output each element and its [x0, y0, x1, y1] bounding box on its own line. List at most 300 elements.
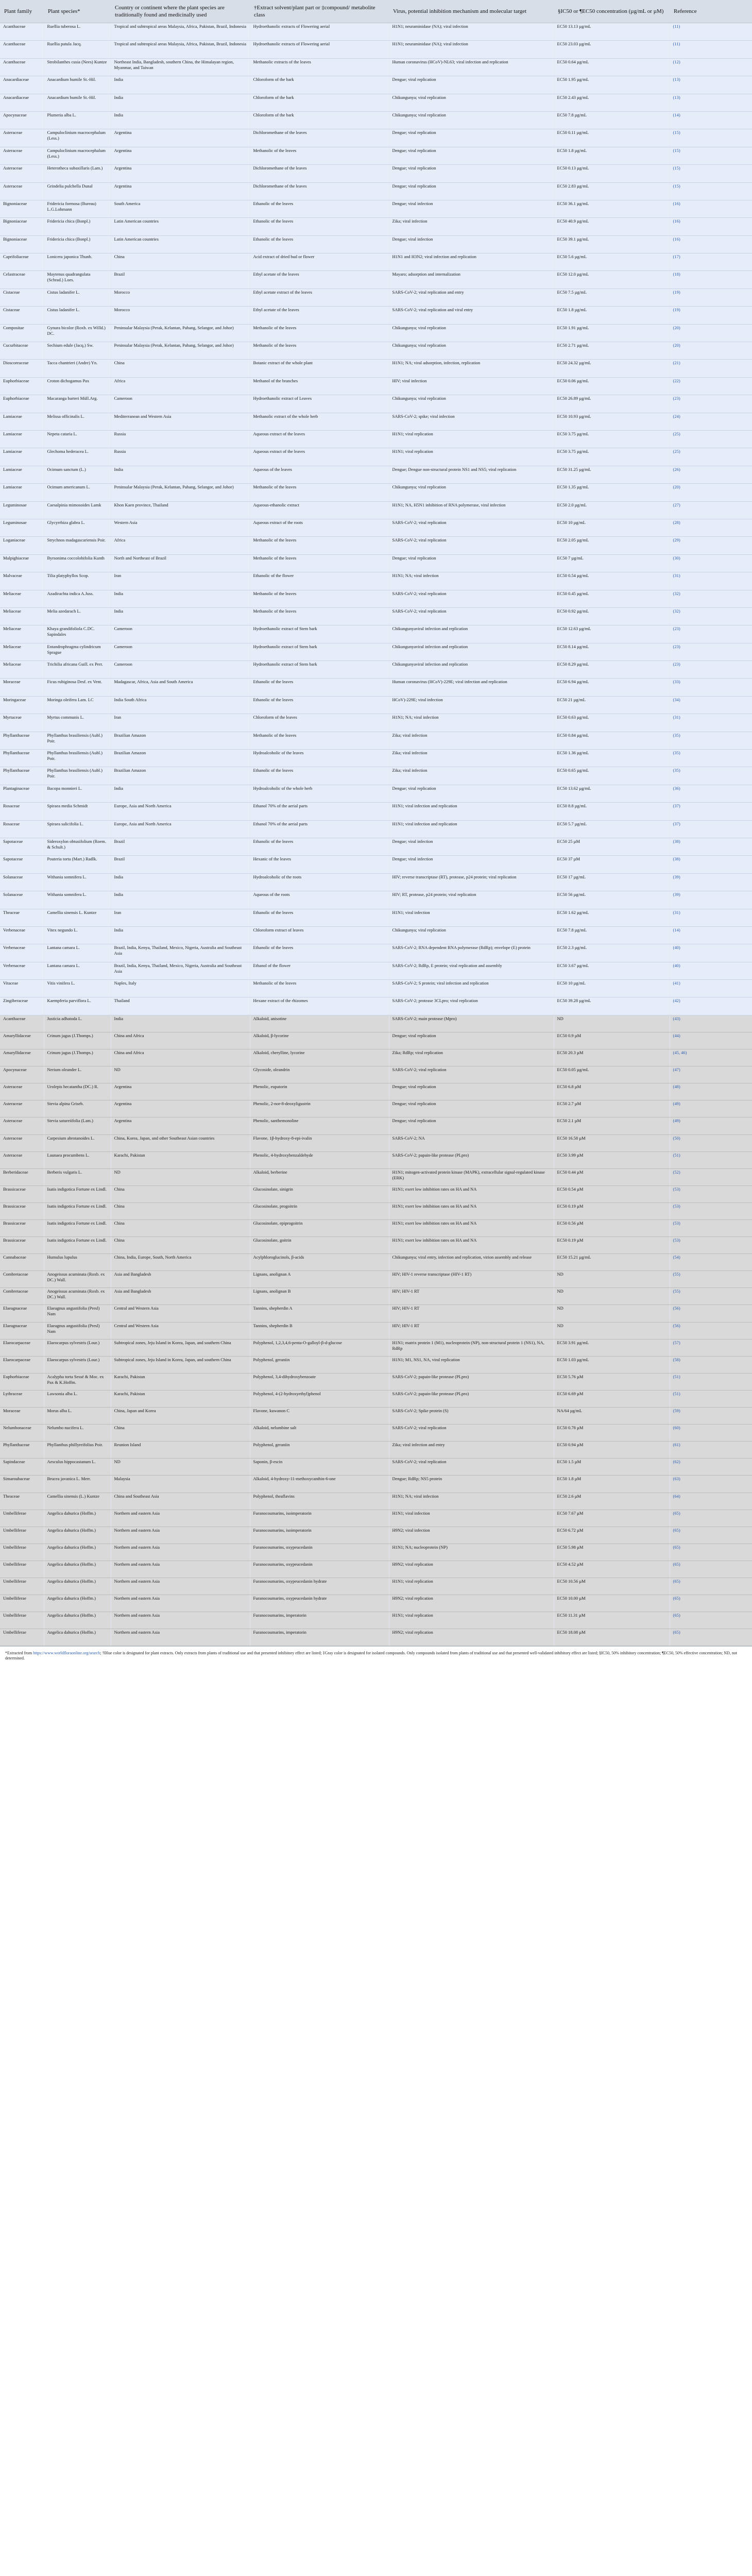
cell-concentration: EC50 0.45 µg/mL — [554, 590, 670, 607]
cell-concentration: EC50 0.13 µg/mL — [554, 165, 670, 182]
cell-virus-mechanism: Zika; RdRp; viral replication — [389, 1049, 554, 1066]
cell-virus-mechanism: Zika; viral infection — [389, 732, 554, 749]
cell-reference[interactable]: (52) — [670, 1168, 752, 1185]
cell-reference[interactable]: (20) — [670, 324, 752, 342]
cell-reference[interactable]: (15) — [670, 129, 752, 147]
cell-reference[interactable]: (59) — [670, 1408, 752, 1425]
cell-reference[interactable]: (23) — [670, 643, 752, 660]
cell-reference[interactable]: (38) — [670, 856, 752, 873]
cell-reference[interactable]: (24) — [670, 413, 752, 430]
cell-concentration: EC50 3.67 µg/mL — [554, 962, 670, 979]
cell-reference[interactable]: (62) — [670, 1459, 752, 1476]
cell-reference[interactable]: (53) — [670, 1202, 752, 1219]
cell-reference[interactable]: (47) — [670, 1066, 752, 1083]
compound-row — [0, 1049, 752, 1066]
cell-reference[interactable]: (21) — [670, 360, 752, 377]
cell-plant-species: Cistus ladanifer L. — [44, 307, 111, 324]
cell-extract: Chloroform of the bark — [250, 76, 389, 94]
cell-reference[interactable]: (35) — [670, 750, 752, 767]
cell-reference[interactable]: (27) — [670, 501, 752, 519]
cell-virus-mechanism: SARS-CoV-2; viral replication and viral entry — [389, 307, 554, 324]
cell-plant-species: Phyllanthus brasiliensis (Aubl.) Poir. — [44, 750, 111, 767]
cell-country: Brazilian Amazon — [111, 750, 250, 767]
cell-reference[interactable]: (31) — [670, 572, 752, 590]
cell-country: India — [111, 76, 250, 94]
cell-country: India — [111, 590, 250, 607]
cell-reference[interactable]: (44) — [670, 1032, 752, 1049]
cell-country: India — [111, 926, 250, 944]
cell-concentration: EC50 11.31 µM — [554, 1612, 670, 1629]
cell-country: Khon Kaen province, Thailand — [111, 501, 250, 519]
compound-row — [0, 1168, 752, 1185]
cell-reference[interactable]: (23) — [670, 395, 752, 413]
cell-reference[interactable]: (51) — [670, 1373, 752, 1390]
cell-plant-family: Plantaginaceae — [0, 785, 44, 802]
cell-reference[interactable]: (36) — [670, 785, 752, 802]
cell-virus-mechanism: Chikungunya; viral replication — [389, 395, 554, 413]
cell-plant-species: Entandrophragma cylindricum Sprague — [44, 643, 111, 660]
cell-virus-mechanism: HIV; HIV-1 RT — [389, 1322, 554, 1339]
cell-virus-mechanism: Human coronavirus (HCoV)-229E; viral infection and replication — [389, 679, 554, 696]
cell-extract: Hexane extract of the rhizomes — [250, 997, 389, 1015]
cell-concentration: EC50 5.98 µM — [554, 1544, 670, 1561]
cell-virus-mechanism: Dengue; viral replication — [389, 1117, 554, 1134]
cell-plant-species: Angelica dahurica (Hoffm.) — [44, 1612, 111, 1629]
cell-plant-species: Brucea javanica L. Merr. — [44, 1476, 111, 1493]
cell-country: Latin American countries — [111, 218, 250, 235]
cell-concentration: EC50 15.21 µg/mL — [554, 1254, 670, 1271]
cell-plant-family: Amaryllidaceae — [0, 1049, 44, 1066]
cell-extract: Ethanolic of the leaves — [250, 767, 389, 785]
cell-country: India — [111, 607, 250, 625]
cell-reference[interactable]: (55) — [670, 1288, 752, 1305]
cell-reference[interactable]: (33) — [670, 679, 752, 696]
cell-extract: Methanolic of the leaves — [250, 147, 389, 164]
cell-extract: Ethyl acetate of the leaves — [250, 307, 389, 324]
cell-reference[interactable]: (65) — [670, 1595, 752, 1612]
cell-country: Europe, Asia and North America — [111, 803, 250, 820]
compound-row — [0, 1134, 752, 1151]
cell-reference[interactable]: (31) — [670, 909, 752, 926]
cell-plant-family: Moringaceae — [0, 696, 44, 714]
cell-plant-species: Cistus ladanifer L. — [44, 289, 111, 306]
cell-reference[interactable]: (63) — [670, 1476, 752, 1493]
cell-plant-species: Croton dichogamus Pax — [44, 377, 111, 395]
cell-reference[interactable]: (43) — [670, 1015, 752, 1032]
cell-plant-species: Elaeagnus angustifolia (Presl) Nam — [44, 1305, 111, 1322]
cell-reference[interactable]: (51) — [670, 1151, 752, 1168]
cell-reference[interactable]: (53) — [670, 1185, 752, 1202]
cell-extract: Methanolic of the leaves — [250, 980, 389, 997]
cell-plant-species: Ruellia tuberosa L. — [44, 23, 111, 41]
compound-row — [0, 1220, 752, 1237]
cell-reference[interactable]: (49) — [670, 1117, 752, 1134]
footnote-link[interactable]: https://www.worldfloraonline.org/search — [33, 1651, 100, 1656]
cell-reference[interactable]: (28) — [670, 519, 752, 536]
cell-concentration: EC50 2.3 µg/mL — [554, 944, 670, 962]
cell-extract: Methanolic of the leaves — [250, 590, 389, 607]
cell-concentration: EC50 3.75 µg/mL — [554, 448, 670, 466]
cell-concentration: EC50 10 µg/mL — [554, 980, 670, 997]
cell-concentration: EC50 12.0 µg/mL — [554, 271, 670, 289]
cell-reference[interactable]: (30) — [670, 554, 752, 572]
header-virus-mechanism: Virus, potential inhibition mechanism and molecular target — [389, 0, 554, 23]
cell-extract: Lignans, anolignan A — [250, 1271, 389, 1288]
cell-extract: Tannins, shepherdin B — [250, 1322, 389, 1339]
cell-virus-mechanism: H1N1; exert low inhibition rates on HA and NA — [389, 1237, 554, 1254]
cell-reference[interactable]: (58) — [670, 1356, 752, 1373]
cell-reference[interactable]: (55) — [670, 1271, 752, 1288]
cell-concentration: EC50 7.8 µg/mL — [554, 111, 670, 129]
extract-row — [0, 324, 752, 342]
cell-reference[interactable]: (11) — [670, 41, 752, 58]
cell-concentration: NA/64 µg/mL — [554, 1408, 670, 1425]
cell-country: Northern and eastern Asia — [111, 1544, 250, 1561]
cell-extract: Polyphenol, theaflavins — [250, 1493, 389, 1510]
cell-reference[interactable]: (39) — [670, 873, 752, 891]
cell-concentration: EC50 37 µM — [554, 856, 670, 873]
cell-extract: Furanocoumarins, imperatorin — [250, 1612, 389, 1629]
cell-reference[interactable]: (11) — [670, 23, 752, 41]
cell-reference[interactable]: (16) — [670, 235, 752, 253]
cell-extract: Hydroethanolic extract of Leaves — [250, 395, 389, 413]
extract-row — [0, 803, 752, 820]
cell-reference[interactable]: (14) — [670, 111, 752, 129]
cell-reference[interactable]: (15) — [670, 182, 752, 200]
cell-country: Tropical and subtropical areas Malaysia, Africa, Pakistan, Brazil, Indonesia — [111, 23, 250, 41]
table-footnote — [0, 1646, 752, 1663]
cell-concentration: EC50 0.9 µM — [554, 1032, 670, 1049]
cell-reference[interactable]: (18) — [670, 271, 752, 289]
cell-reference[interactable]: (65) — [670, 1544, 752, 1561]
cell-reference[interactable]: (42) — [670, 997, 752, 1015]
cell-reference[interactable]: (20) — [670, 342, 752, 360]
cell-reference[interactable]: (13) — [670, 76, 752, 94]
cell-reference[interactable]: (35) — [670, 732, 752, 749]
cell-extract: Chloroform extract of leaves — [250, 926, 389, 944]
cell-concentration: EC50 1.03 µg/mL — [554, 1356, 670, 1373]
cell-reference[interactable]: (48) — [670, 1083, 752, 1100]
cell-virus-mechanism: H1N1; viral replication — [389, 430, 554, 448]
cell-country: Karachi, Pakistan — [111, 1373, 250, 1390]
compound-row — [0, 1612, 752, 1629]
cell-extract: Ethanolic of the leaves — [250, 218, 389, 235]
cell-virus-mechanism: H1N1; viral replication — [389, 448, 554, 466]
cell-extract: Hydroalcoholic of the roots — [250, 873, 389, 891]
cell-concentration: EC50 23.03 µg/mL — [554, 41, 670, 58]
cell-extract: Chloroform of the bark — [250, 111, 389, 129]
cell-plant-species: Isatis indigotica Fortune ex Lindl. — [44, 1185, 111, 1202]
cell-extract: Dichloromethane of the leaves — [250, 182, 389, 200]
cell-concentration: EC50 0.19 µM — [554, 1202, 670, 1219]
cell-plant-family: Sapotaceae — [0, 838, 44, 855]
cell-country: India — [111, 466, 250, 483]
cell-reference[interactable]: (54) — [670, 1254, 752, 1271]
cell-plant-family: Lamiaceae — [0, 466, 44, 483]
cell-plant-species: Ficus rubiginosa Desf. ex Vent. — [44, 679, 111, 696]
cell-reference[interactable]: (19) — [670, 307, 752, 324]
cell-reference[interactable]: (56) — [670, 1305, 752, 1322]
cell-country: ND — [111, 1066, 250, 1083]
cell-plant-family: Phyllanthaceae — [0, 750, 44, 767]
cell-reference[interactable]: (65) — [670, 1578, 752, 1595]
cell-reference[interactable]: (57) — [670, 1339, 752, 1356]
extract-row — [0, 58, 752, 76]
extract-row — [0, 413, 752, 430]
cell-country: Argentina — [111, 1083, 250, 1100]
cell-reference[interactable]: (49) — [670, 1100, 752, 1117]
cell-reference[interactable]: (29) — [670, 537, 752, 554]
compound-row — [0, 1117, 752, 1134]
cell-reference[interactable]: (19) — [670, 289, 752, 306]
cell-reference[interactable]: (65) — [670, 1510, 752, 1527]
cell-plant-species: Trichilia africana Guill. ex Perr. — [44, 661, 111, 679]
cell-reference[interactable]: (40) — [670, 944, 752, 962]
cell-extract: Aqueous extract of the leaves — [250, 430, 389, 448]
cell-plant-family: Leguminosae — [0, 501, 44, 519]
cell-extract: Aqueous extract of the leaves — [250, 448, 389, 466]
cell-plant-species: Angelica dahurica (Hoffm.) — [44, 1561, 111, 1578]
extract-row — [0, 147, 752, 164]
cell-reference[interactable]: (12) — [670, 58, 752, 76]
cell-reference[interactable]: (15) — [670, 165, 752, 182]
cell-concentration: ND — [554, 1322, 670, 1339]
cell-country: Malaysia — [111, 1476, 250, 1493]
cell-reference[interactable]: (13) — [670, 94, 752, 111]
cell-reference[interactable]: (50) — [670, 1134, 752, 1151]
cell-plant-species: Macaranga barteri Müll.Arg. — [44, 395, 111, 413]
cell-plant-family: Meliaceae — [0, 661, 44, 679]
cell-reference[interactable]: (32) — [670, 607, 752, 625]
cell-plant-family: Asteraceae — [0, 1100, 44, 1117]
compound-row — [0, 1595, 752, 1612]
cell-concentration: EC50 0.63 µg/mL — [554, 714, 670, 732]
cell-plant-family: Anacardiaceae — [0, 94, 44, 111]
cell-reference[interactable]: (53) — [670, 1237, 752, 1254]
extract-row — [0, 607, 752, 625]
cell-extract: Glucosinolate, goitrin — [250, 1237, 389, 1254]
cell-reference[interactable]: (65) — [670, 1561, 752, 1578]
cell-concentration: EC50 0.92 µg/mL — [554, 607, 670, 625]
cell-reference[interactable]: (64) — [670, 1493, 752, 1510]
cell-concentration: EC50 39.28 µg/mL — [554, 997, 670, 1015]
cell-concentration: EC50 0.65 µg/mL — [554, 767, 670, 785]
cell-extract: Ethanolic of the leaves — [250, 679, 389, 696]
extract-row — [0, 909, 752, 926]
cell-plant-family: Elaeocarpaceae — [0, 1356, 44, 1373]
cell-reference[interactable]: (15) — [670, 147, 752, 164]
cell-reference[interactable]: (25) — [670, 448, 752, 466]
cell-plant-species: Vitex negundo L. — [44, 926, 111, 944]
cell-country: Brazil, India, Kenya, Thailand, Mexico, Nigeria, Australia and Southeast Asia — [111, 962, 250, 979]
cell-plant-family: Cannabaceae — [0, 1254, 44, 1271]
cell-virus-mechanism: Dengue; viral replication — [389, 182, 554, 200]
cell-country: Northeast India, Bangladesh, southern China, the Himalayan region, Myanmar, and Taiwan — [111, 58, 250, 76]
cell-virus-mechanism: SARS-CoV-2; main protease (Mpro) — [389, 1015, 554, 1032]
cell-reference[interactable]: (20) — [670, 484, 752, 501]
extract-row — [0, 519, 752, 536]
cell-extract: Hydroethanolic extracts of Flowering aerial — [250, 41, 389, 58]
cell-extract: Glucosinolate, sinigrin — [250, 1185, 389, 1202]
cell-concentration: EC50 0.78 µM — [554, 1425, 670, 1442]
cell-virus-mechanism: H1N1 and H3N2; viral infection and replication — [389, 253, 554, 271]
cell-reference[interactable]: (51) — [670, 1390, 752, 1407]
cell-plant-family: Sapindaceae — [0, 1459, 44, 1476]
cell-country: Cameroon — [111, 395, 250, 413]
cell-reference[interactable]: (41) — [670, 980, 752, 997]
cell-reference[interactable]: (23) — [670, 625, 752, 643]
cell-plant-family: Rosaceae — [0, 820, 44, 838]
cell-plant-family: Combretaceae — [0, 1271, 44, 1288]
cell-virus-mechanism: H9N2; viral replication — [389, 1561, 554, 1578]
footnote-lead: *Extracted from — [5, 1651, 33, 1656]
cell-plant-species: Melia azedarach L. — [44, 607, 111, 625]
cell-virus-mechanism: Chikungunya; viral replication — [389, 111, 554, 129]
cell-plant-species: Angelica dahurica (Hoffm.) — [44, 1629, 111, 1646]
cell-concentration: EC50 2.0 µg/mL — [554, 501, 670, 519]
extract-row — [0, 484, 752, 501]
cell-concentration: EC50 1.36 µg/mL — [554, 750, 670, 767]
cell-concentration: EC50 13.62 µg/mL — [554, 785, 670, 802]
cell-country: Argentina — [111, 1100, 250, 1117]
cell-reference[interactable]: (26) — [670, 466, 752, 483]
cell-plant-species: Withania somnifera L. — [44, 891, 111, 909]
cell-reference[interactable]: (37) — [670, 803, 752, 820]
cell-reference[interactable]: (22) — [670, 377, 752, 395]
cell-reference[interactable]: (17) — [670, 253, 752, 271]
cell-plant-species: Humulus lupulus — [44, 1254, 111, 1271]
cell-plant-species: Heterotheca subaxillaris (Lam.) — [44, 165, 111, 182]
cell-plant-species: Glechoma hederacea L. — [44, 448, 111, 466]
cell-country: Argentina — [111, 165, 250, 182]
cell-plant-family: Phyllanthaceae — [0, 732, 44, 749]
cell-reference[interactable]: (53) — [670, 1220, 752, 1237]
cell-extract: Aqueous of the leaves — [250, 466, 389, 483]
cell-country: North and Northeast of Brazil — [111, 554, 250, 572]
cell-plant-species: Crinum jagus (J.Thomps.) — [44, 1032, 111, 1049]
cell-plant-family: Meliaceae — [0, 607, 44, 625]
cell-virus-mechanism: Chikungunya; viral replication — [389, 926, 554, 944]
cell-extract: Alkaloid, nelumbine salt — [250, 1425, 389, 1442]
cell-virus-mechanism: SARS-CoV-2; papain-like protease (PLpro) — [389, 1390, 554, 1407]
cell-concentration: EC50 0.44 µM — [554, 1168, 670, 1185]
cell-concentration: EC50 3.91 µg/mL — [554, 1339, 670, 1356]
cell-extract: Flavone, 1β-hydroxy-8-epi-ivalin — [250, 1134, 389, 1151]
cell-country: Cameroon — [111, 625, 250, 643]
cell-concentration: EC50 2.6 µM — [554, 1493, 670, 1510]
compound-row — [0, 1578, 752, 1595]
cell-reference[interactable]: (60) — [670, 1425, 752, 1442]
cell-reference[interactable]: (61) — [670, 1442, 752, 1459]
cell-virus-mechanism: H1N1; NA; nucleoprotein (NP) — [389, 1544, 554, 1561]
cell-plant-family: Meliaceae — [0, 643, 44, 660]
cell-virus-mechanism: Zika; viral infection — [389, 767, 554, 785]
cell-plant-family: Umbelliferae — [0, 1578, 44, 1595]
cell-reference[interactable]: (23) — [670, 661, 752, 679]
cell-extract: Flavone, kuwanon C — [250, 1408, 389, 1425]
cell-concentration: ND — [554, 1288, 670, 1305]
cell-reference[interactable]: (39) — [670, 891, 752, 909]
cell-virus-mechanism: HIV; reverse transcriptase (RT), protease, p24 protein; viral replication — [389, 873, 554, 891]
cell-reference[interactable]: (32) — [670, 590, 752, 607]
extract-row — [0, 820, 752, 838]
cell-concentration: EC50 8.29 µg/mL — [554, 661, 670, 679]
cell-plant-species: Myrtus communis L. — [44, 714, 111, 732]
cell-plant-species: Lantana camara L. — [44, 962, 111, 979]
cell-country: Argentina — [111, 182, 250, 200]
compound-row — [0, 1356, 752, 1373]
cell-reference[interactable]: (37) — [670, 820, 752, 838]
cell-extract: Methanolic extract of the whole herb — [250, 413, 389, 430]
cell-country: Karachi, Pakistan — [111, 1151, 250, 1168]
cell-reference[interactable]: (25) — [670, 430, 752, 448]
cell-reference[interactable]: (45, 46) — [670, 1049, 752, 1066]
cell-plant-family: Elaeagnaceae — [0, 1322, 44, 1339]
cell-reference[interactable]: (14) — [670, 926, 752, 944]
cell-plant-species: Berberis vulgaris L. — [44, 1168, 111, 1185]
cell-country: Northern and eastern Asia — [111, 1510, 250, 1527]
cell-reference[interactable]: (65) — [670, 1612, 752, 1629]
cell-country: Brazil — [111, 271, 250, 289]
cell-virus-mechanism: HIV; HIV-1 RT — [389, 1305, 554, 1322]
cell-reference[interactable]: (35) — [670, 767, 752, 785]
cell-extract: Ethyl acetate extract of the leaves — [250, 289, 389, 306]
footnote-text: ; †Blue color is designated for plant extracts. Only extracts from plants of traditional use and that presented inhibitory effect are listed; ‡Gray color is designated for isolated compounds. Only compounds isolated from plants of traditional use and that presented well-validated inhibitory effect are listed; §IC50, 50% inhibitory concentration; ¶EC50, 50% effective concentration; ND, not determined. — [5, 1651, 738, 1661]
cell-reference[interactable]: (40) — [670, 962, 752, 979]
cell-extract: Hydroethanolic extracts of Flowering aerial — [250, 23, 389, 41]
cell-plant-family: Lamiaceae — [0, 430, 44, 448]
cell-reference[interactable]: (65) — [670, 1527, 752, 1544]
cell-extract: Phenolic, santhemonoline — [250, 1117, 389, 1134]
cell-plant-family: Lamiaceae — [0, 484, 44, 501]
cell-plant-species: Phyllanthus brasiliensis (Aubl.) Poir. — [44, 732, 111, 749]
cell-virus-mechanism: Mayaro; adsorption and internalization — [389, 271, 554, 289]
cell-plant-species: Nelumbo nucifera L. — [44, 1425, 111, 1442]
cell-concentration: EC50 1.62 µg/mL — [554, 909, 670, 926]
cell-concentration: EC50 20.3 µM — [554, 1049, 670, 1066]
cell-plant-species: Launaea procumbens L. — [44, 1151, 111, 1168]
cell-country: Asia and Bangladesh — [111, 1271, 250, 1288]
cell-concentration: EC50 2.1 µM — [554, 1117, 670, 1134]
cell-extract: Aqueous extract of the roots — [250, 519, 389, 536]
cell-reference[interactable]: (65) — [670, 1629, 752, 1646]
cell-virus-mechanism: HIV; RT, protease, p24 protein; viral replication — [389, 891, 554, 909]
extract-row — [0, 218, 752, 235]
cell-reference[interactable]: (16) — [670, 200, 752, 217]
cell-country: Naples, Italy — [111, 980, 250, 997]
cell-plant-species: Angelica dahurica (Hoffm.) — [44, 1578, 111, 1595]
cell-reference[interactable]: (16) — [670, 218, 752, 235]
cell-plant-family: Moraceae — [0, 679, 44, 696]
cell-reference[interactable]: (38) — [670, 838, 752, 855]
cell-concentration: EC50 5.7 µg/mL — [554, 820, 670, 838]
cell-plant-family: Malvaceae — [0, 572, 44, 590]
cell-country: China, Japan and Korea — [111, 1408, 250, 1425]
cell-country: Iran — [111, 572, 250, 590]
cell-reference[interactable]: (56) — [670, 1322, 752, 1339]
cell-reference[interactable]: (31) — [670, 714, 752, 732]
cell-concentration: EC50 0.54 µg/mL — [554, 572, 670, 590]
cell-virus-mechanism: SARS-CoV-2; papain-like protease (PLpro) — [389, 1151, 554, 1168]
cell-plant-family: Verbenaceae — [0, 944, 44, 962]
cell-reference[interactable]: (34) — [670, 696, 752, 714]
cell-plant-species: Strobilanthes cusia (Nees) Kuntze — [44, 58, 111, 76]
cell-country: Brazil — [111, 838, 250, 855]
cell-country: India — [111, 891, 250, 909]
cell-virus-mechanism: SARS-CoV-2; papain-like protease (PLpro) — [389, 1373, 554, 1390]
cell-extract: Methanolic of the leaves — [250, 342, 389, 360]
cell-virus-mechanism: SARS-CoV-2; viral replication — [389, 607, 554, 625]
